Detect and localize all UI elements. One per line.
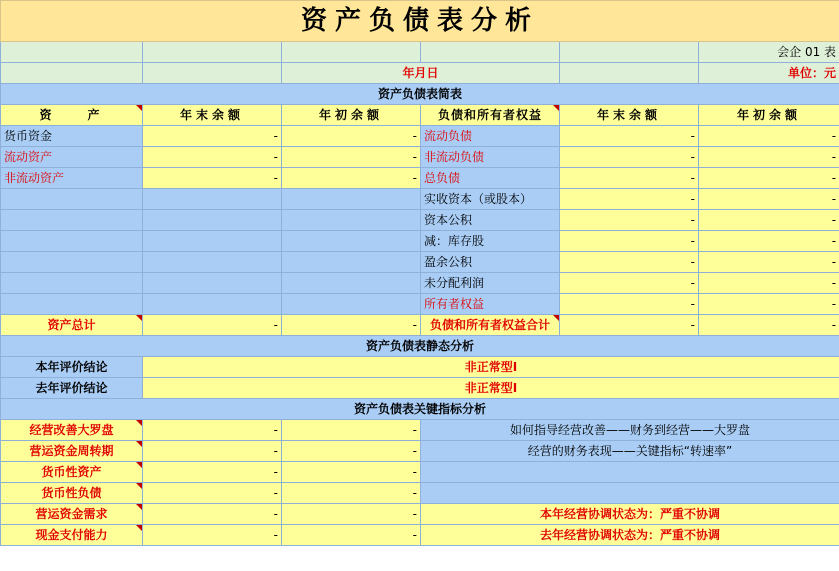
total-assets-year-end[interactable]: - [143, 315, 282, 336]
asset-year-end-value[interactable]: - [143, 126, 282, 147]
liab-item-label: 实收资本（或股本） [421, 189, 560, 210]
liab-year-end-value[interactable]: - [560, 252, 699, 273]
liab-year-end-value[interactable]: - [560, 231, 699, 252]
asset-year-begin-value[interactable]: - [282, 147, 421, 168]
asset-year-begin-value[interactable] [282, 189, 421, 210]
header-year-begin: 年初余额 [282, 105, 421, 126]
liab-year-end-value[interactable]: - [560, 210, 699, 231]
indicator-note: 本年经营协调状态为：严重不协调 [421, 504, 839, 525]
indicator-value[interactable]: - [143, 483, 282, 504]
asset-item-label: 非流动资产 [1, 168, 143, 189]
header-year-end-2: 年末余额 [560, 105, 699, 126]
asset-year-begin-value[interactable] [282, 294, 421, 315]
liab-item-label: 盈余公积 [421, 252, 560, 273]
indicator-label: 货币性负债 [1, 483, 143, 504]
indicator-value[interactable]: - [282, 462, 421, 483]
asset-year-end-value[interactable] [143, 252, 282, 273]
summary-row [1, 252, 839, 273]
indicator-label: 营运资金周转期 [1, 441, 143, 462]
asset-item-label [1, 189, 143, 210]
this-year-conclusion[interactable]: 非正常型Ⅰ [143, 357, 839, 378]
summary-row [1, 168, 839, 189]
asset-year-end-value[interactable] [143, 294, 282, 315]
liab-year-begin-value[interactable]: - [699, 189, 839, 210]
total-liab-year-end[interactable]: - [560, 315, 699, 336]
cell[interactable] [143, 63, 282, 84]
header-liab-equity: 负债和所有者权益 [421, 105, 560, 126]
liab-year-end-value[interactable]: - [560, 189, 699, 210]
indicator-row [1, 504, 839, 525]
asset-year-begin-value[interactable] [282, 231, 421, 252]
sheet-title: 资产负债表分析 [1, 1, 839, 42]
liab-year-begin-value[interactable]: - [699, 252, 839, 273]
liab-item-label: 非流动负债 [421, 147, 560, 168]
asset-year-end-value[interactable] [143, 210, 282, 231]
liab-year-end-value[interactable]: - [560, 147, 699, 168]
header-year-end: 年末余额 [143, 105, 282, 126]
indicator-note: 经营的财务表现——关键指标“转速率” [421, 441, 839, 462]
total-liab-year-begin[interactable]: - [699, 315, 839, 336]
asset-item-label: 流动资产 [1, 147, 143, 168]
header-asset: 资 产 [1, 105, 143, 126]
liab-year-begin-value[interactable]: - [699, 147, 839, 168]
liab-year-end-value[interactable]: - [560, 126, 699, 147]
liab-year-begin-value[interactable]: - [699, 210, 839, 231]
asset-year-begin-value[interactable] [282, 252, 421, 273]
liab-year-end-value[interactable]: - [560, 168, 699, 189]
summary-row [1, 147, 839, 168]
indicator-row [1, 420, 839, 441]
asset-year-begin-value[interactable] [282, 210, 421, 231]
header-year-begin-2: 年初余额 [699, 105, 839, 126]
total-assets-label: 资产总计 [1, 315, 143, 336]
asset-item-label [1, 252, 143, 273]
unit-label: 单位：元 [699, 63, 839, 84]
form-code: 会企 01 表 [699, 42, 839, 63]
indicator-value[interactable]: - [143, 462, 282, 483]
total-liab-equity-label: 负债和所有者权益合计 [421, 315, 560, 336]
asset-item-label: 货币资金 [1, 126, 143, 147]
summary-row [1, 189, 839, 210]
indicator-value[interactable]: - [282, 441, 421, 462]
indicator-value[interactable]: - [282, 483, 421, 504]
cell[interactable] [282, 42, 421, 63]
indicator-value[interactable]: - [143, 420, 282, 441]
liab-year-begin-value[interactable]: - [699, 126, 839, 147]
liab-item-label: 所有者权益 [421, 294, 560, 315]
asset-item-label [1, 231, 143, 252]
cell[interactable] [560, 42, 699, 63]
indicator-value[interactable]: - [143, 441, 282, 462]
liab-year-end-value[interactable]: - [560, 294, 699, 315]
asset-year-end-value[interactable] [143, 231, 282, 252]
liab-year-begin-value[interactable]: - [699, 294, 839, 315]
indicator-note: 去年经营协调状态为：严重不协调 [421, 525, 839, 546]
liab-year-begin-value[interactable]: - [699, 273, 839, 294]
asset-year-end-value[interactable] [143, 273, 282, 294]
date-label[interactable]: 年月日 [282, 63, 560, 84]
static-section-title: 资产负债表静态分析 [1, 336, 839, 357]
asset-year-begin-value[interactable]: - [282, 126, 421, 147]
indicator-row [1, 525, 839, 546]
indicator-label: 货币性资产 [1, 462, 143, 483]
indicator-row [1, 483, 839, 504]
key-section-title: 资产负债表关键指标分析 [1, 399, 839, 420]
liab-item-label: 流动负债 [421, 126, 560, 147]
cell[interactable] [143, 42, 282, 63]
liab-item-label: 减：库存股 [421, 231, 560, 252]
summary-row [1, 273, 839, 294]
indicator-value[interactable]: - [143, 525, 282, 546]
summary-row [1, 294, 839, 315]
summary-section-title: 资产负债表简表 [1, 84, 839, 105]
this-year-label: 本年评价结论 [1, 357, 143, 378]
asset-year-end-value[interactable]: - [143, 168, 282, 189]
asset-year-begin-value[interactable] [282, 273, 421, 294]
asset-item-label [1, 273, 143, 294]
indicator-value[interactable]: - [282, 420, 421, 441]
asset-year-begin-value[interactable]: - [282, 168, 421, 189]
indicator-row [1, 462, 839, 483]
indicator-label: 现金支付能力 [1, 525, 143, 546]
asset-year-end-value[interactable] [143, 189, 282, 210]
indicator-row [1, 441, 839, 462]
liab-item-label: 未分配利润 [421, 273, 560, 294]
summary-row [1, 126, 839, 147]
last-year-label: 去年评价结论 [1, 378, 143, 399]
indicator-value[interactable]: - [282, 525, 421, 546]
indicator-note [421, 462, 839, 483]
asset-year-end-value[interactable]: - [143, 147, 282, 168]
asset-item-label [1, 210, 143, 231]
last-year-conclusion[interactable]: 非正常型Ⅰ [143, 378, 839, 399]
liab-year-begin-value[interactable]: - [699, 168, 839, 189]
liab-year-end-value[interactable]: - [560, 273, 699, 294]
cell[interactable] [421, 42, 560, 63]
liab-item-label: 总负债 [421, 168, 560, 189]
indicator-label: 营运资金需求 [1, 504, 143, 525]
cell[interactable] [1, 42, 143, 63]
indicator-label: 经营改善大罗盘 [1, 420, 143, 441]
liab-year-begin-value[interactable]: - [699, 231, 839, 252]
cell[interactable] [1, 63, 143, 84]
indicator-value[interactable]: - [143, 504, 282, 525]
summary-row [1, 210, 839, 231]
indicator-value[interactable]: - [282, 504, 421, 525]
summary-row [1, 231, 839, 252]
total-assets-year-begin[interactable]: - [282, 315, 421, 336]
cell[interactable] [560, 63, 699, 84]
indicator-note [421, 483, 839, 504]
indicator-note: 如何指导经营改善——财务到经营——大罗盘 [421, 420, 839, 441]
liab-item-label: 资本公积 [421, 210, 560, 231]
asset-item-label [1, 294, 143, 315]
